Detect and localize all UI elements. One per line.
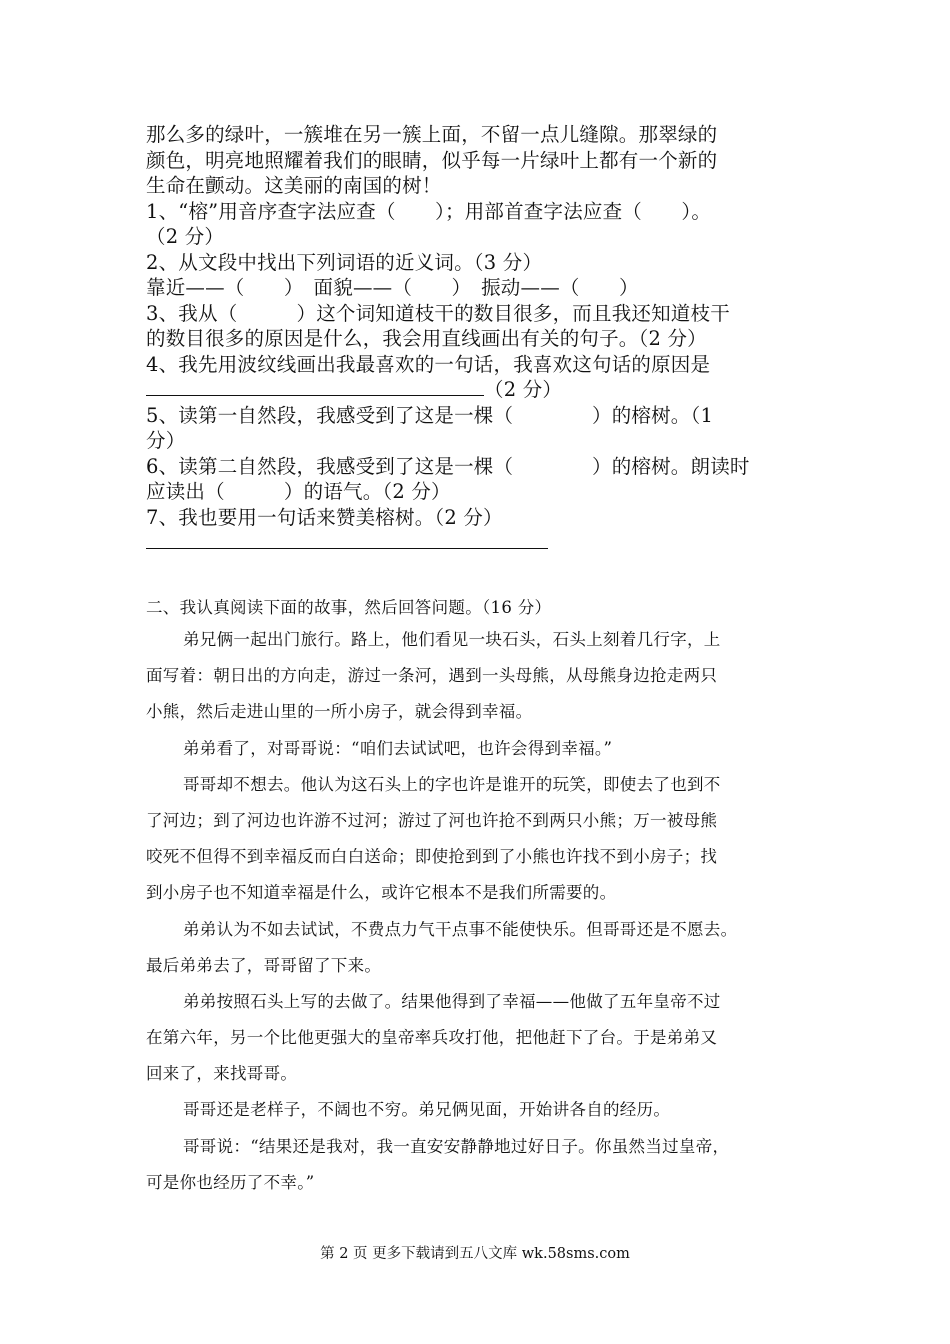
page-footer: 第 2 页 更多下载请到五八文库 wk.58sms.com <box>320 1246 630 1262</box>
story-text <box>146 622 822 1201</box>
question-1: 1、“榕”用音序查字法应查（ ）；用部首查字法应查（ ）。 <box>146 199 712 223</box>
passage-line: 那么多的绿叶，一簇堆在另一簇上面，不留一点儿缝隙。那翠绿的 <box>146 123 718 146</box>
answer-blank[interactable] <box>146 377 484 396</box>
story-line: 弟弟按照石头上写的去做了。结果他得到了幸福——他做了五年皇帝不过 <box>183 991 721 1011</box>
section-two <box>146 594 822 1201</box>
question-6: 6、读第二自然段，我感受到了这是一棵（ ）的榕树。朗读时 <box>146 454 750 478</box>
story-line: 弟兄俩一起出门旅行。路上，他们看见一块石头，石头上刻着几行字，上 <box>183 630 721 649</box>
question-4: 4、我先用波纹线画出我最喜欢的一句话，我喜欢这句话的原因是 <box>146 352 711 376</box>
passage-line: 生命在颤动。这美丽的南国的树！ <box>146 174 442 197</box>
question-1-score: （2 分） <box>146 225 225 248</box>
question-4-score: （2 分） <box>484 378 563 401</box>
story-line: 哥哥说：“结果还是我对，我一直安安静静地过好日子。你虽然当过皇帝， <box>183 1136 730 1156</box>
answer-blank[interactable] <box>146 534 548 549</box>
story-line: 到小房子也不知道幸福是什么，或许它根本不是我们所需要的。 <box>146 883 617 903</box>
question-2-items: 靠近——（ ） 面貌——（ ） 振动——（ ） <box>146 276 639 299</box>
story-line: 弟弟看了，对哥哥说：“咱们去试试吧，也许会得到幸福。” <box>183 738 613 758</box>
question-3-cont: 的数目很多的原因是什么，我会用直线画出有关的句子。（2 分） <box>146 327 707 350</box>
section-heading: 二、我认真阅读下面的故事，然后回答问题。（16 分） <box>146 598 552 617</box>
question-3: 3、我从（ ）这个词知道枝干的数目很多，而且我还知道枝干 <box>146 301 730 325</box>
question-4-answer-row <box>146 377 818 403</box>
section-one <box>146 122 818 549</box>
story-line: 哥哥却不想去。他认为这石头上的字也许是谁开的玩笑，即使去了也到不 <box>183 774 721 794</box>
question-6-cont: 应读出（ ）的语气。（2 分） <box>146 480 451 503</box>
story-line: 回来了，来找哥哥。 <box>146 1064 298 1084</box>
story-line: 咬死不但得不到幸福反而白白送命；即使抢到到了小熊也许找不到小房子；找 <box>146 847 718 867</box>
passage-line: 颜色，明亮地照耀着我们的眼睛，似乎每一片绿叶上都有一个新的 <box>146 148 718 172</box>
question-5: 5、读第一自然段，我感受到了这是一棵（ ）的榕树。（1 <box>146 403 714 427</box>
question-5-cont: 分） <box>146 429 186 452</box>
story-line: 小熊，然后走进山里的一所小房子，就会得到幸福。 <box>146 702 533 722</box>
story-line: 最后弟弟去了，哥哥留了下来。 <box>146 955 382 975</box>
story-line: 弟弟认为不如去试试，不费点力气干点事不能使快乐。但哥哥还是不愿去。 <box>183 919 738 939</box>
question-7: 7、我也要用一句话来赞美榕树。（2 分） <box>146 505 503 529</box>
story-line: 可是你也经历了不幸。” <box>146 1172 315 1192</box>
question-2: 2、从文段中找出下列词语的近义词。（3 分） <box>146 250 543 274</box>
story-line: 哥哥还是老样子，不阔也不穷。弟兄俩见面，开始讲各自的经历。 <box>183 1100 671 1120</box>
story-line: 在第六年，另一个比他更强大的皇帝率兵攻打他，把他赶下了台。于是弟弟又 <box>146 1028 718 1048</box>
story-line: 面写着：朝日出的方向走，游过一条河，遇到一头母熊，从母熊身边抢走两只 <box>146 666 718 686</box>
story-line: 了河边；到了河边也许游不过河；游过了河也许抢不到两只小熊；万一被母熊 <box>146 810 718 830</box>
